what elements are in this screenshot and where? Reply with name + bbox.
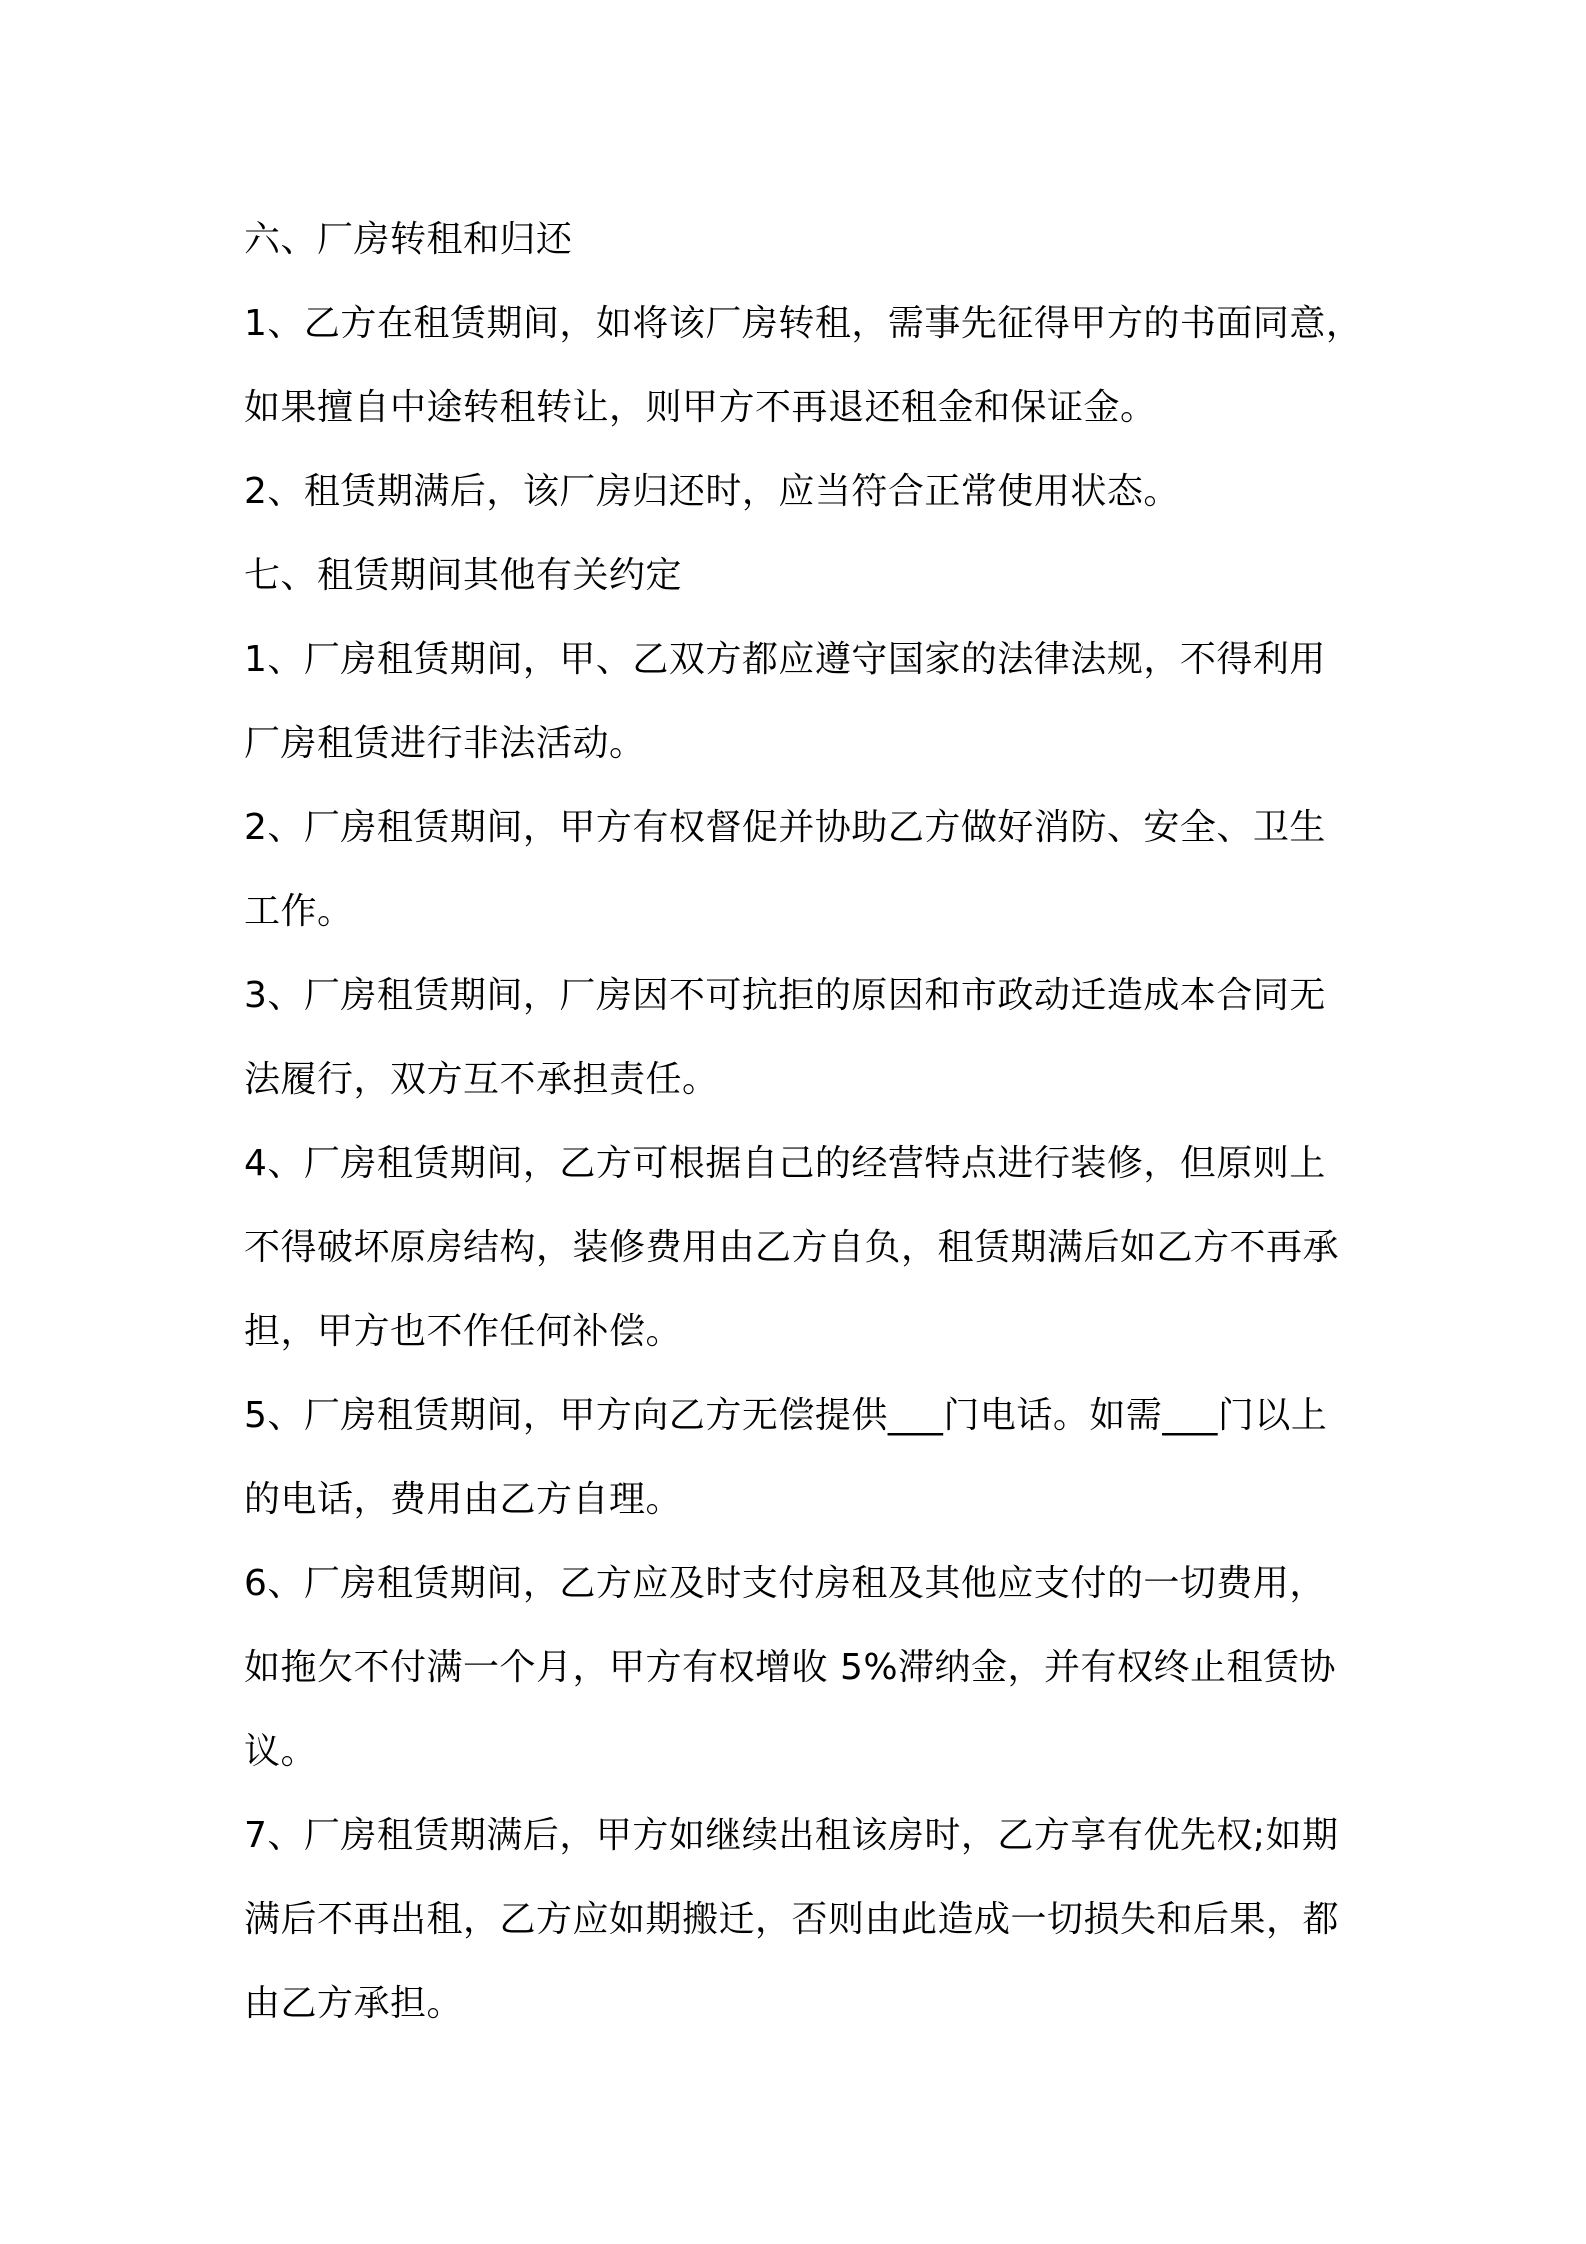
section-heading-other-terms: 七、租赁期间其他有关约定 — [244, 555, 683, 596]
document-body — [244, 198, 1369, 2046]
text-line: 6、厂房租赁期间，乙方应及时支付房租及其他应支付的一切费用， — [244, 1563, 1326, 1604]
text-line: 担，甲方也不作任何补偿。 — [244, 1311, 683, 1352]
text-line: 工作。 — [244, 891, 354, 932]
text-line: 7、厂房租赁期满后，甲方如继续出租该房时，乙方享有优先权;如期 — [244, 1815, 1339, 1856]
text-line: 议。 — [244, 1731, 318, 1772]
text-line: 5、厂房租赁期间，甲方向乙方无偿提供___门电话。如需___门以上 — [244, 1395, 1328, 1436]
text-line: 3、厂房租赁期间，厂房因不可抗拒的原因和市政动迁造成本合同无 — [244, 975, 1326, 1016]
text-line: 1、厂房租赁期间，甲、乙双方都应遵守国家的法律法规，不得利用 — [244, 639, 1326, 680]
text-line: 4、厂房租赁期间，乙方可根据自己的经营特点进行装修，但原则上 — [244, 1143, 1326, 1184]
text-line: 1、乙方在租赁期间，如将该厂房转租，需事先征得甲方的书面同意， — [244, 303, 1363, 344]
text-line: 满后不再出租，乙方应如期搬迁，否则由此造成一切损失和后果，都 — [244, 1899, 1340, 1940]
text-line: 法履行，双方互不承担责任。 — [244, 1059, 719, 1100]
text-line: 不得破坏原房结构，装修费用由乙方自负，租赁期满后如乙方不再承 — [244, 1227, 1340, 1268]
text-line: 2、租赁期满后，该厂房归还时，应当符合正常使用状态。 — [244, 471, 1180, 512]
text-line: 的电话，费用由乙方自理。 — [244, 1479, 683, 1520]
text-line: 如拖欠不付满一个月，甲方有权增收 5%滞纳金，并有权终止租赁协 — [244, 1647, 1337, 1688]
text-line: 如果擅自中途转租转让，则甲方不再退还租金和保证金。 — [244, 387, 1157, 428]
text-line: 由乙方承担。 — [244, 1983, 464, 2024]
text-line: 厂房租赁进行非法活动。 — [244, 723, 646, 764]
text-line: 2、厂房租赁期间，甲方有权督促并协助乙方做好消防、安全、卫生 — [244, 807, 1326, 848]
section-heading-sublease: 六、厂房转租和归还 — [244, 219, 573, 260]
